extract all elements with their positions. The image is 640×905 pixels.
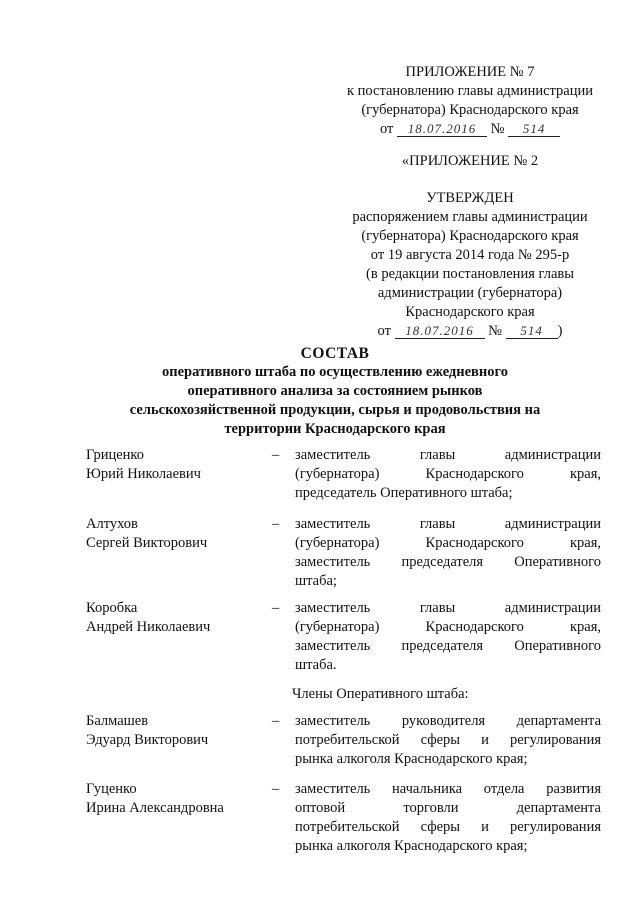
approved-line: (в редакции постановления главы: [366, 266, 574, 282]
position-line: рынка алкоголя Краснодарского края;: [295, 838, 528, 854]
position-line: заместитель руководителя департамента: [295, 713, 601, 729]
dash: –: [272, 713, 280, 729]
position: [295, 712, 601, 769]
position-line: штаба;: [295, 573, 337, 589]
position-line: заместитель главы администрации: [295, 447, 601, 463]
number-label: №: [488, 323, 503, 339]
approved-line: Краснодарского края: [405, 304, 535, 320]
approved-line: (губернатора) Краснодарского края: [361, 228, 579, 244]
approved-block: [330, 189, 610, 341]
person-name: [86, 515, 276, 553]
approved-line: администрации (губернатора): [377, 285, 563, 301]
title-heading: СОСТАВ: [300, 345, 370, 362]
given-names: Андрей Николаевич: [86, 619, 211, 635]
position-line: (губернатора) Краснодарского края,: [295, 619, 601, 635]
given-names: Юрий Николаевич: [86, 466, 201, 482]
position: [295, 446, 601, 503]
approved-date-line: [330, 322, 610, 341]
position-line: рынка алкоголя Краснодарского края;: [295, 751, 528, 767]
from-label: от: [377, 323, 391, 339]
dash: –: [272, 600, 280, 616]
given-names: Эдуард Викторович: [86, 732, 209, 748]
handwritten-date: 18.07.2016: [395, 324, 485, 339]
person-name: [86, 780, 276, 818]
position: [295, 515, 601, 591]
appendix-2-title: «ПРИЛОЖЕНИЕ № 2: [401, 153, 539, 169]
handwritten-number: 514: [506, 324, 558, 339]
title-line: территории Краснодарского края: [224, 421, 446, 437]
position-line: председатель Оперативного штаба;: [295, 485, 513, 501]
handwritten-number: 514: [508, 122, 560, 137]
position: [295, 599, 601, 675]
position: [295, 780, 601, 856]
surname: Коробка: [86, 600, 138, 616]
closing-parenthesis: ): [557, 323, 563, 339]
appendix-7-date-line: [330, 120, 610, 139]
title-line: оперативного штаба по осуществлению ежедневного: [162, 364, 508, 380]
surname: Алтухов: [86, 516, 138, 532]
handwritten-date: 18.07.2016: [397, 122, 487, 137]
from-label: от: [379, 121, 394, 137]
appendix-7-line: к постановлению главы администрации: [346, 83, 594, 99]
position-line: заместитель главы администрации: [295, 516, 601, 532]
approved-line: от 19 августа 2014 года № 295-р: [370, 247, 570, 263]
title-line: сельскохозяйственной продукции, сырья и продовольствия на: [129, 402, 541, 418]
dash: –: [272, 516, 280, 532]
number-label: №: [490, 121, 505, 137]
position-line: (губернатора) Краснодарского края,: [295, 535, 601, 551]
dash: –: [272, 447, 280, 463]
appendix-7-line: (губернатора) Краснодарского края: [361, 102, 579, 118]
members-heading: Члены Оперативного штаба:: [292, 686, 469, 702]
position-line: потребительской сферы и регулирования: [295, 819, 601, 835]
document-title: [80, 344, 590, 439]
approved-line: распоряжением главы администрации: [352, 209, 588, 225]
appendix-7-title: ПРИЛОЖЕНИЕ № 7: [405, 64, 535, 80]
position-line: (губернатора) Краснодарского края,: [295, 466, 601, 482]
position-line: штаба.: [295, 657, 337, 673]
title-line: оперативного анализа за состоянием рынков: [187, 383, 483, 399]
position-line: заместитель главы администрации: [295, 600, 601, 616]
position-line: заместитель председателя Оперативного: [295, 638, 601, 654]
position-line: заместитель начальника отдела развития: [295, 781, 601, 797]
surname: Гуценко: [86, 781, 137, 797]
appendix-7-block: [330, 63, 610, 139]
position-line: заместитель председателя Оперативного: [295, 554, 601, 570]
person-name: [86, 599, 276, 637]
person-name: [86, 712, 276, 750]
person-name: [86, 446, 276, 484]
given-names: Ирина Александровна: [86, 800, 224, 816]
position-line: оптовой торговли департамента: [295, 800, 601, 816]
given-names: Сергей Викторович: [86, 535, 208, 551]
surname: Гриценко: [86, 447, 144, 463]
dash: –: [272, 781, 280, 797]
position-line: потребительской сферы и регулирования: [295, 732, 601, 748]
surname: Балмашев: [86, 713, 149, 729]
appendix-2-block: [330, 152, 610, 171]
approved-label: УТВЕРЖДЕН: [426, 190, 514, 206]
